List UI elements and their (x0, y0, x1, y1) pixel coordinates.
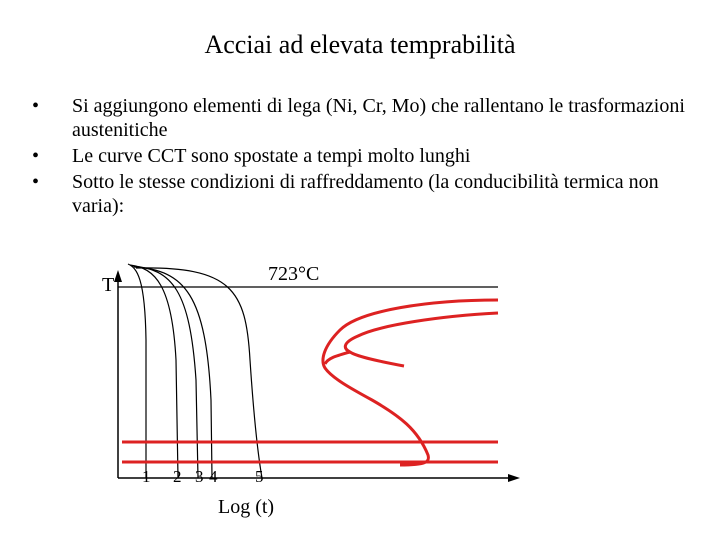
cct-diagram (0, 250, 720, 540)
bullet-item (28, 170, 698, 218)
bullet-text: Si aggiungono elementi di lega (Ni, Cr, Mo) che rallentano le trasformazioni austenitiche (72, 95, 685, 141)
temperature-label: 723°C (268, 263, 320, 285)
bullet-list (28, 94, 698, 220)
cooling-curve-2 (130, 265, 178, 478)
cct-finish-inner (325, 352, 350, 364)
bullet-text: Sotto le stesse condizioni di raffreddamento (la conducibilità termica non varia): (72, 171, 659, 217)
cct-finish-curve (345, 313, 498, 366)
curve-label-2: 2 (173, 467, 182, 486)
curve-label-1: 1 (142, 467, 151, 486)
bullet-item (28, 94, 698, 142)
bullet-marker: • (32, 95, 40, 117)
cooling-curve-1 (128, 264, 146, 478)
bullet-marker: • (32, 171, 40, 193)
x-axis-label: Log (t) (218, 496, 275, 518)
slide-title: Acciai ad elevata temprabilità (204, 30, 516, 59)
cooling-curve-3 (132, 266, 198, 478)
y-axis-label: T (102, 274, 115, 296)
cooling-curve-5 (136, 268, 262, 478)
bullet-item (28, 144, 698, 168)
y-axis-arrow (114, 270, 122, 282)
curve-label-5: 5 (255, 467, 264, 486)
bullet-text: Le curve CCT sono spostate a tempi molto lunghi (72, 145, 471, 167)
bullet-marker: • (32, 145, 40, 167)
cct-start-curve (323, 300, 498, 465)
curve-label-4: 4 (209, 467, 218, 486)
curve-label-3: 3 (195, 467, 204, 486)
x-axis-arrow (508, 474, 520, 482)
